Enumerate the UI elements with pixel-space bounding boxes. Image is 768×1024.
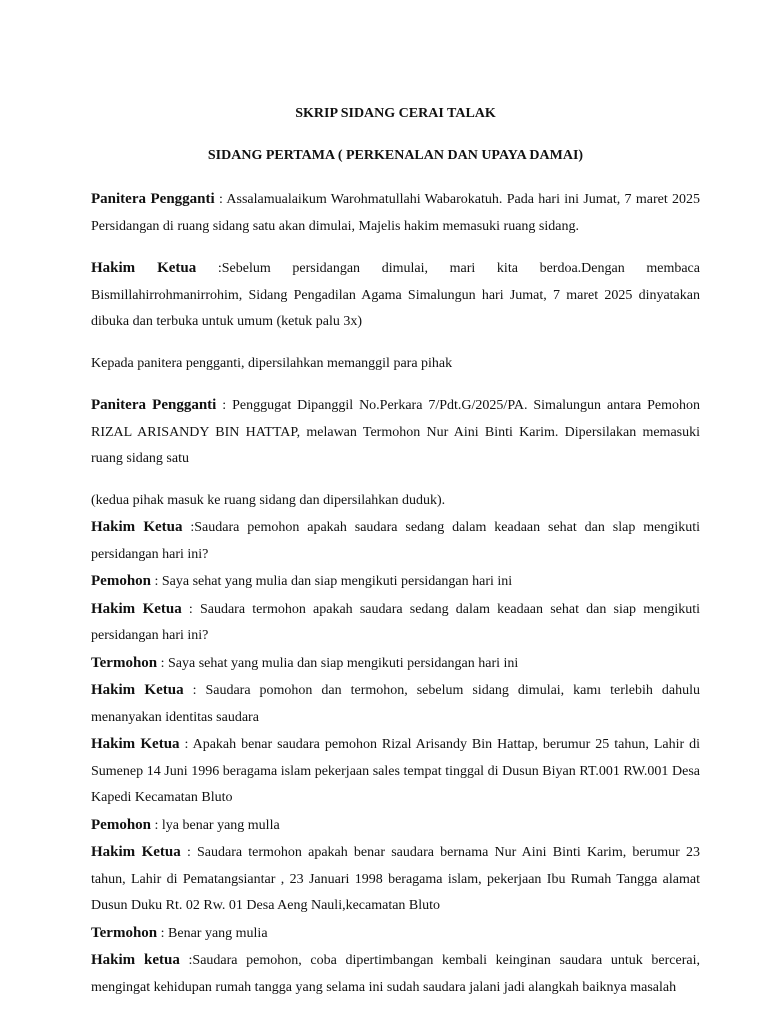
paragraph-text: :Saudara pemohon apakah saudara sedang dalam keadaan sehat dan slap mengikuti persidangan hari ini? — [91, 520, 700, 562]
paragraph-text: : Saudara termohon apakah saudara sedang dalam keadaan sehat dan siap mengikuti persidangan hari ini? — [91, 601, 700, 643]
paragraph-4 — [91, 392, 700, 473]
paragraph-text: : Saudara termohon apakah benar saudara bernama Nur Aini Binti Karim, berumur 23 tahun, Lahir di Pematangsiantar , 23 Januari 1998 beragama islam, pekerjaan Ibu Rumah Tangga alamat Dusun Duku Rt. 02 Rw. 01 Desa Aeng Nauli,kecamatan Bluto — [91, 845, 700, 913]
paragraph-9 — [91, 650, 700, 678]
paragraph-15 — [91, 947, 700, 1001]
paragraph-text: : Saya sehat yang mulia dan siap mengikuti persidangan hari ini — [157, 655, 519, 671]
paragraph-text: : Benar yang mulia — [157, 925, 268, 941]
paragraph-3 — [91, 351, 700, 378]
paragraph-6 — [91, 514, 700, 568]
speaker-name: Termohon — [91, 924, 158, 941]
document-subtitle: SIDANG PERTAMA ( PERKENALAN DAN UPAYA DAMAI) — [207, 148, 584, 163]
speaker-name: Hakim Ketua — [91, 844, 181, 860]
paragraph-text: : Penggugat Dipanggil No.Perkara 7/Pdt.G/2025/PA. Simalungun antara Pemohon RIZAL ARISANDY BIN HATTAP, melawan Termohon Nur Aini Binti Karim. Dipersilakan memasuki ruang sidang satu — [91, 398, 700, 466]
paragraph-text: :Sebelum persidangan dimulai, mari kita berdoa.Dengan membaca Bismillahirrohmanirrohim, Sidang Pengadilan Agama Simalungun hari Jumat, 7 maret 2025 dinyatakan dibuka dan terbuka untuk umum (ketuk palu 3x) — [91, 261, 700, 329]
speaker-name: Hakim Ketua — [91, 519, 183, 535]
document-title: SKRIP SIDANG CERAI TALAK — [295, 106, 496, 121]
speaker-name: Panitera Pengganti — [91, 397, 217, 413]
paragraph-text: : Assalamualaikum Warohmatullahi Wabarokatuh. Pada hari ini Jumat, 7 maret 2025 Persidangan di ruang sidang satu akan dimulai, Majelis hakim memasuki ruang sidang. — [91, 192, 701, 234]
paragraph-2 — [91, 255, 700, 336]
speaker-name: Termohon — [91, 654, 158, 671]
speaker-name: Hakim Ketua — [91, 260, 197, 276]
paragraph-11 — [91, 731, 700, 812]
paragraph-text: (kedua pihak masuk ke ruang sidang dan dipersilahkan duduk). — [91, 492, 446, 508]
speaker-name: Pemohon — [91, 573, 151, 589]
paragraph-13 — [91, 839, 700, 920]
paragraph-text: : lya benar yang mulla — [151, 817, 280, 833]
document-page — [91, 104, 700, 1001]
speaker-name: Hakim Ketua — [91, 682, 184, 698]
paragraph-1 — [91, 186, 700, 240]
paragraph-7 — [91, 568, 700, 596]
paragraph-5 — [91, 488, 700, 515]
paragraph-text: : Saya sehat yang mulia dan siap mengikuti persidangan hari ini — [151, 574, 513, 589]
speaker-name: Hakim Ketua — [91, 600, 182, 617]
paragraph-12 — [91, 812, 700, 840]
speaker-name: Panitera Pengganti — [91, 191, 215, 207]
paragraph-14 — [91, 920, 700, 948]
paragraph-10 — [91, 677, 700, 731]
paragraph-text: : Saudara pomohon dan termohon, sebelum sidang dimulai, kamı terlebih dahulu menanyakan identitas saudara — [91, 683, 700, 725]
paragraph-text: : Apakah benar saudara pemohon Rizal Arisandy Bin Hattap, berumur 25 tahun, Lahir di Sumenep 14 Juni 1996 beragama islam pekerjaan sales tempat tinggal di Dusun Biyan RT.001 RW.001 Desa Kapedi Kecamatan Bluto — [91, 737, 700, 805]
paragraph-text: Kepada panitera pengganti, dipersilahkan memanggil para pihak — [91, 355, 453, 371]
speaker-name: Hakim ketua — [91, 952, 180, 968]
paragraph-text: :Saudara pemohon, coba dipertimbangan kembali keinginan saudara untuk bercerai, mengingat kehidupan rumah tangga yang selama ini sudah saudara jalani jadi alangkah baiknya masalah — [91, 953, 701, 995]
speaker-name: Hakim Ketua — [91, 736, 180, 752]
speaker-name: Pemohon — [91, 816, 151, 833]
paragraph-8 — [91, 596, 700, 650]
